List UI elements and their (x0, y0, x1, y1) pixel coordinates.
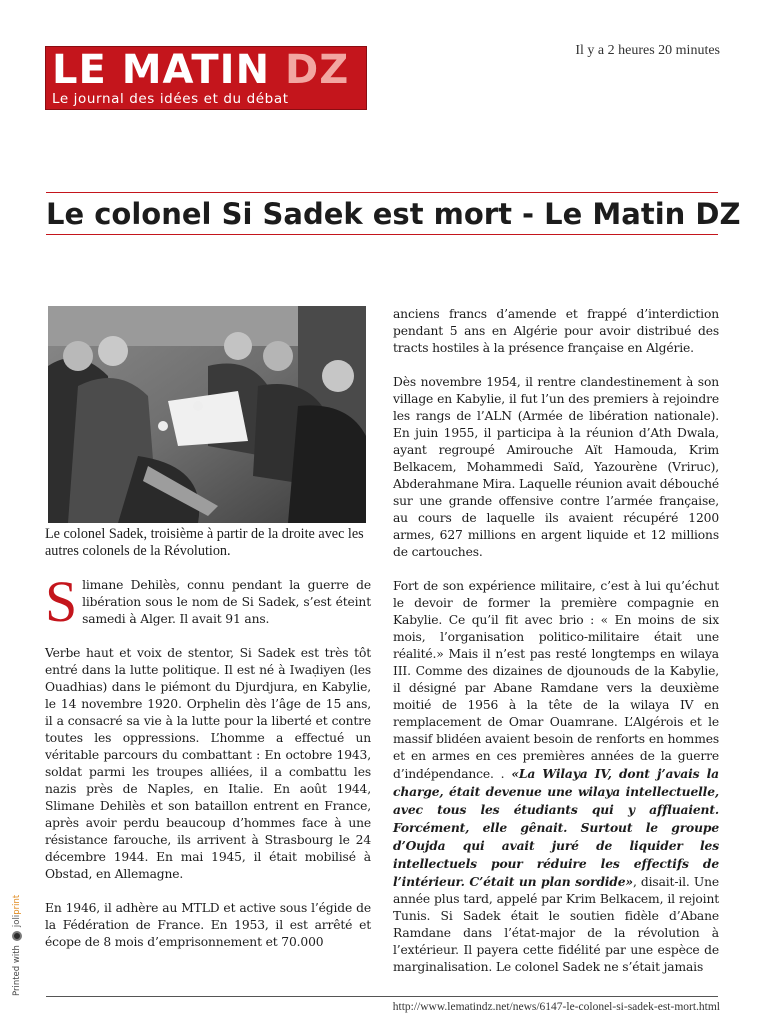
paragraph-aln: Dès novembre 1954, il rentre clandestinement à son village en Kabylie, il fut l’un des premiers à rejoindre les rangs de l’ALN (Armée de libération nationale). En juin 1955, il participa à la réunion d’Ath Dwala, ayant regroupé Amirouche Aït Hamouda, Krim Belkacem, Mohammedi Saïd, Yazourène (Vriruc), Abderahmane Mira. Laquelle réunion avait débouché sur une grande offensive contre l’armée française, au cours de laquelle ils avaient récupéré 1200 armes, 627 millions en argent liquide et 12 millions de cartouches. (393, 375, 719, 559)
site-logo[interactable] (45, 46, 367, 110)
source-url-link[interactable]: http://www.lematindz.net/news/6147-le-colonel-si-sadek-est-mort.html (392, 1001, 720, 1013)
paragraph-sentence: anciens francs d’amende et frappé d’interdiction pendant 5 ans en Algérie pour avoir distribué des tracts hostiles à la présence française en Algérie. (393, 307, 719, 355)
printed-with-joliprint: Printed with joliprint (12, 894, 22, 996)
joliprint-brand[interactable]: joliprint (12, 894, 22, 928)
paragraph-wilaya: Fort de son expérience militaire, c’est à lui qu’échut le devoir de former la première compagnie en Kabylie. Ce qu’il fit avec brio : « En moins de six mois, l’organisation politico-militaire était une réalité.» Mais il n’est pas resté longtemps en wilaya III. Comme des dizaines de djounouds de la Kabylie, il désigné par Abane Ramdane vers la deuxième moitié de 1956 à la tête de la wilaya IV en remplacement de Omar Ouamrane. L’Algérois et le massif blidéen avaient besoin de renforts en hommes et en armes en ces premières années de la guerre d’indépendance. . «La Wilaya IV, dont j’avais la charge, était devenue une wilaya intellectuelle, avec tous les étudiants qui y affluaient. Forcément, elle gênait. Surtout le groupe d’Oujda qui avait juré de liquider les intellectuels pour réduire les effectifs de l’intérieur. C’était un plan sordide», disait-il. Une année plus tard, appelé par Krim Belkacem, il rejoint Tunis. Si Sadek était le soutien fidèle d’Abane Ramdane dans l’état-major de la révolution à l’extérieur. Il payera cette fidélité par une espèce de marginalisation. Le colonel Sadek ne s’était jamais (393, 579, 720, 974)
title-rule-bottom (46, 234, 718, 235)
drop-cap: S (45, 569, 78, 634)
joliprint-icon (12, 931, 22, 941)
footer-rule (46, 996, 718, 997)
logo-tagline: Le journal des idées et du débat (52, 91, 289, 107)
paragraph-intro: Slimane Dehilès, connu pendant la guerre de libération sous le nom de Si Sadek, s’est éteint samedi à Alger. Il avait 91 ans. (45, 569, 371, 634)
photo-caption: Le colonel Sadek, troisième à partir de la droite avec les autres colonels de la Révolution. (45, 526, 364, 559)
paragraph-mtld: En 1946, il adhère au MTLD et active sous l’égide de la Fédération de France. En 1953, il est arrêté et écope de 8 mois d’emprisonnement et 70.000 (45, 901, 371, 949)
article-photo (48, 306, 366, 523)
paragraph-biography: Verbe haut et voix de stentor, Si Sadek est très tôt entré dans la lutte politique. Il est né à Iwaḍiyen (les Ouadhias) dans le piémont du Djurdjura, en Kabylie, le 14 novembre 1920. Orphelin dès l’âge de 15 ans, il a consacré sa vie à la lutte pour la liberté et contre toutes les oppressions. L’homme a effectué un véritable parcours du combattant : En octobre 1943, soldat parmi les troupes alliées, il a combattu les nazis près de Naples, en Italie. En août 1944, Slimane Dehilès et son bataillon entrent en France, après avoir perdu beaucoup d’hommes face à une résistance farouche, ils arrivent à Strasbourg le 24 décembre 1944. En mai 1945, il était mobilisé à Obstad, en Allemagne. (45, 646, 371, 881)
article-title: Le colonel Si Sadek est mort - Le Matin DZ (46, 197, 741, 231)
article-column-left (45, 569, 371, 951)
logo-wordmark: LE MATIN DZ (52, 47, 350, 93)
article-column-right (393, 306, 719, 976)
publish-time: Il y a 2 heures 20 minutes (575, 43, 720, 58)
title-rule-top (46, 192, 718, 193)
quote: «La Wilaya IV, dont j’avais la charge, était devenue une wilaya intellectuelle, avec tous les étudiants qui y affluaient. Forcément, elle gênait. Surtout le groupe d’Oujda qui avait juré de liquider les intellectuels pour réduire les effectifs de l’intérieur. C’était un plan sordide» (393, 766, 719, 889)
